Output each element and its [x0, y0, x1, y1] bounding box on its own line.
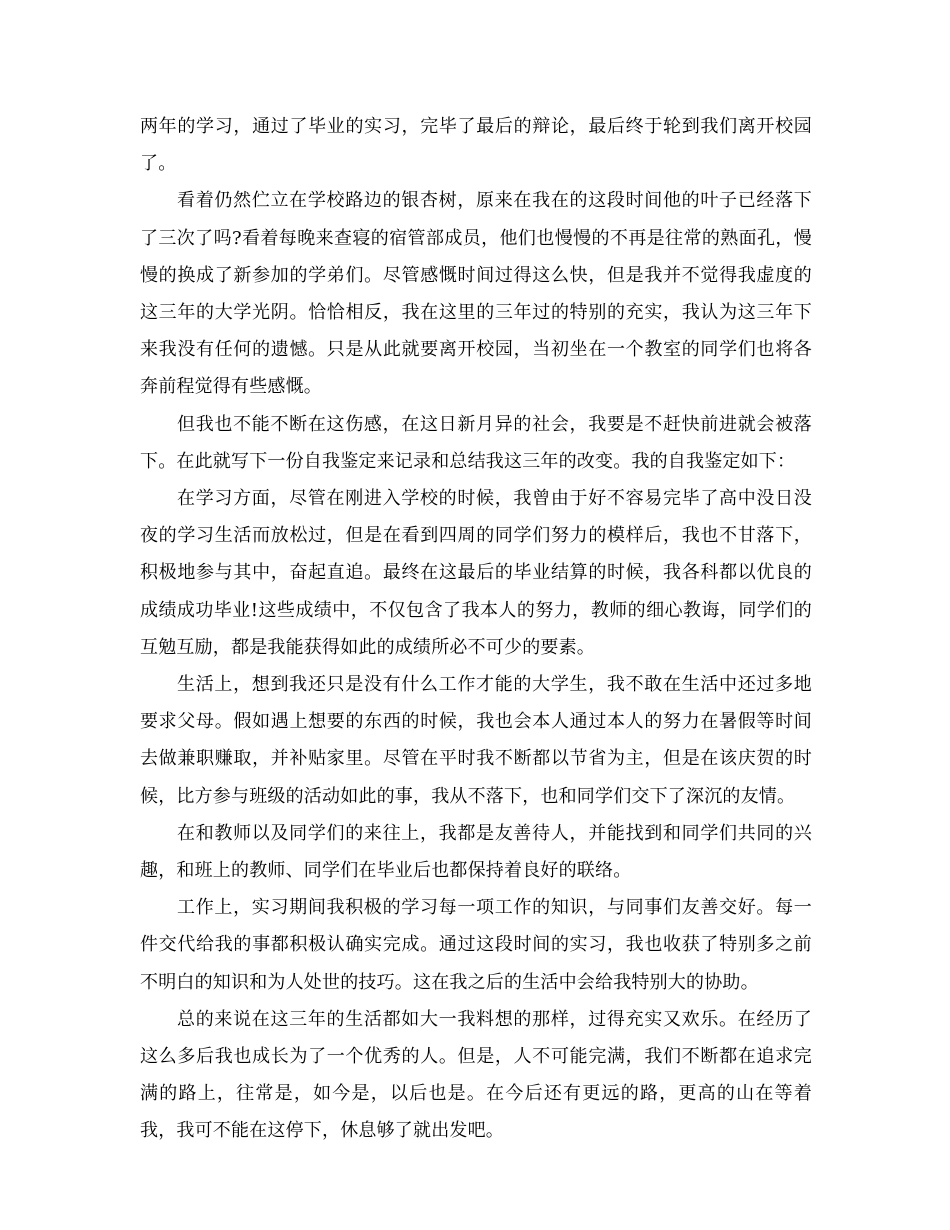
paragraph-7: 工作上，实习期间我积极的学习每一项工作的知识，与同事们友善交好。每一件交代给我的事都积极认确实完成。通过这段时间的实习，我也收获了特别多之前不明白的知识和为人处世的技巧。这在我之后的生活中会给我特别大的协助。 [140, 897, 812, 993]
paragraph-2: 看着仍然伫立在学校路边的银杏树，原来在我在的这段时间他的叶子已经落下了三次了吗?看着每晚来查寝的宿管部成员，他们也慢慢的不再是往常的熟面孔，慢慢的换成了新参加的学弟们。尽管感慨时间过得这么快，但是我并不觉得我虚度的这三年的大学光阴。恰恰相反，我在这里的三年过的特别的充实，我认为这三年下来我没有任何的遗憾。只是从此就要离开校园，当初坐在一个教室的同学们也将各奔前程觉得有些感慨。 [140, 190, 812, 398]
paragraph-4: 在学习方面，尽管在刚进入学校的时候，我曾由于好不容易完毕了高中没日没夜的学习生活而放松过，但是在看到四周的同学们努力的模样后，我也不甘落下，积极地参与其中，奋起直追。最终在这最后的毕业结算的时候，我各科都以优良的成绩成功毕业!这些成绩中，不仅包含了我本人的努力，教师的细心教诲，同学们的互勉互励，都是我能获得如此的成绩所必不可少的要素。 [140, 488, 812, 658]
document-body [140, 108, 812, 1150]
paragraph-8: 总的来说在这三年的生活都如大一我料想的那样，过得充实又欢乐。在经历了这么多后我也成长为了一个优秀的人。但是，人不可能完满，我们不断都在追求完满的路上，往常是，如今是，以后也是。在今后还有更远的路，更高的山在等着我，我可不能在这停下，休息够了就出发吧。 [140, 1008, 812, 1142]
paragraph-5: 生活上，想到我还只是没有什么工作才能的大学生，我不敢在生活中还过多地要求父母。假如遇上想要的东西的时候，我也会本人通过本人的努力在暑假等时间去做兼职赚取，并补贴家里。尽管在平时我不断都以节省为主，但是在该庆贺的时候，比方参与班级的活动如此的事，我从不落下，也和同学们交下了深沉的友情。 [140, 674, 812, 807]
paragraph-1: 两年的学习，通过了毕业的实习，完毕了最后的辩论，最后终于轮到我们离开校园了。 [140, 116, 812, 175]
paragraph-3: 但我也不能不断在这伤感，在这日新月异的社会，我要是不赶快前进就会被落下。在此就写下一份自我鉴定来记录和总结我这三年的改变。我的自我鉴定如下： [140, 413, 812, 472]
paragraph-6: 在和教师以及同学们的来往上，我都是友善待人，并能找到和同学们共同的兴趣，和班上的教师、同学们在毕业后也都保持着良好的联络。 [140, 822, 812, 882]
